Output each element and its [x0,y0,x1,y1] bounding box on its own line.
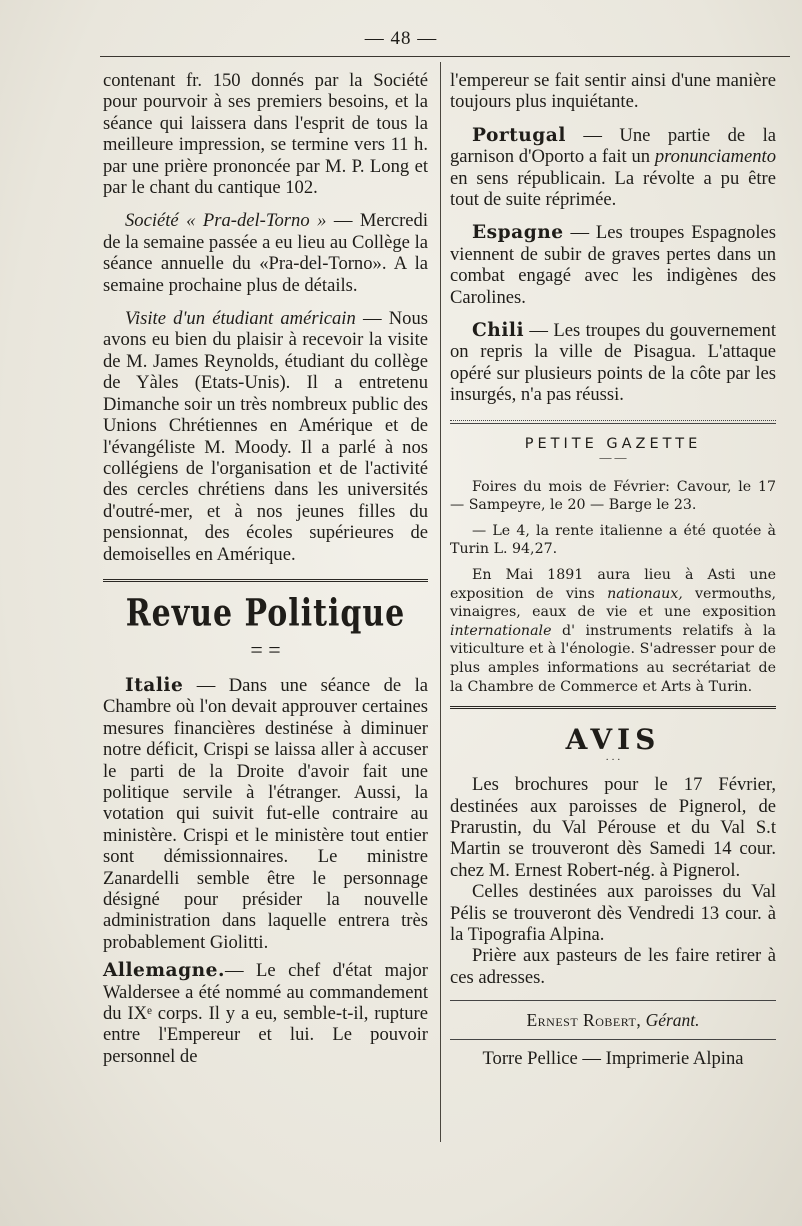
gazette-ornament: — — [599,449,627,464]
rente-paragraph: — Le 4, la rente italienne a été quotée à Turin L. 94,27. [450,522,776,558]
pra-del-torno-paragraph [103,210,428,296]
exposition-paragraph [450,566,776,696]
petite-gazette-title: PETITE GAZETTE [524,435,702,452]
title-ornament: = = [250,636,281,662]
exposition-italic-2: internationale [450,622,552,639]
avis-paragraph-2: Celles destinées aux paroisses du Val Pélis se trouveront dès Vendredi 13 cour. à la Tipografia Alpina. [450,881,776,946]
exposition-b: vermouths, vinaigres, eaux de vie et une exposition [450,585,776,621]
allemagne-paragraph [103,960,428,1067]
continuation-paragraph: l'empereur se fait sentir ainsi d'une manière toujours plus inquiétante. [450,70,776,113]
exposition-a: En Mai 1891 aura lieu à Asti une exposition de vins [450,567,776,602]
gazette-rule [450,420,776,424]
portugal-body-a: — Une partie de la garnison d'Oporto a fait un [450,124,776,168]
signature-rule [450,1000,776,1001]
exposition-c: d' instruments relatifs à la viticulture et à l'énologie. S'adresser pour de plus amples informations au secrétariat de la Chambre de Commerce et Arts à Turin. [450,622,776,695]
chili-body: — Les troupes du gouvernement on repris la ville de Pisagua. L'attaque opéré sur plusieurs points de la côte par les insurgés, n'a pas réussi. [450,320,776,406]
pra-del-torno-body: — Mercredi de la semaine passée a eu lieu au Collège la séance annuelle du «Pra-del-Torno». A la semaine prochaine plus de détails. [103,210,428,296]
espagne-heading: Espagne [472,222,564,244]
revue-politique-title: Revue Politique [125,591,406,636]
allemagne-heading: Allemagne. [103,960,225,982]
foires-paragraph: Foires du mois de Février: Cavour, le 17 — Sampeyre, le 20 — Barge le 23. [450,478,776,514]
visite-body: — Nous avons eu bien du plaisir à recevoir la visite de M. James Reynolds, étudiant du collège de Yàles (Etats-Unis). Il a entretenu Dimanche soir un très nombreux public des Unions Chrétiennes en Amérique et de l'évangéliste M. Moody. Il a parlé à nos collégiens de l'organisation et de l'activité des cercles chrétiens dans les universités d'outré-mer, et à nos jeunes filles du pensionnat, des écoles supérieures de demoiselles en Amérique. [103,308,428,565]
avis-paragraph-1: Les brochures pour le 17 Février, destinées aux paroisses de Pignerol, de Prarustin, du Val Pérouse et du Val S.t Martin se trouveront dès Samedi 14 cour. chez M. Ernest Robert-nég. à Pignerol. [450,774,776,881]
pra-del-torno-title: Société « Pra-del-Torno » [125,210,327,232]
italie-paragraph [103,675,428,953]
espagne-paragraph [450,222,776,308]
exposition-italic-1: nationaux, [607,585,683,602]
printer-line: Torre Pellice — Imprimerie Alpina [482,1048,744,1070]
italie-body: — Dans une séance de la Chambre où l'on devait approuver certaines mesures financières destinése à diminuer notre déficit, Crispi se laissa aller à accuser le parti de la Droite d'avoir fait une politique servile à l'étranger. Aussi, la votation qui suivit fut-elle contraire au ministère. Crispi et le ministère tout entier sont démissionnaires. Le ministre Zanardelli semble être le personnage désigné pour présider la nouvelle administration dans laquelle entrera très probablement Giolitti. [103,674,428,953]
espagne-body: — Les troupes Espagnoles viennent de subir de graves pertes dans un combat engagé avec les indigènes des Carolines. [450,222,776,308]
page-number: — 48 — [364,28,438,49]
allemagne-body: — Le chef d'état major Waldersee a été nommé au commandement du IXᵉ corps. Il y a eu, semble-t-il, rupture entre l'Empereur et lui. Le pouvoir personnel de [103,960,428,1067]
section-rule [103,579,428,582]
visite-paragraph [103,308,428,565]
avis-paragraph-3: Prière aux pasteurs de les faire retirer à ces adresses. [450,945,776,988]
portugal-heading: Portugal [472,124,566,146]
visite-title: Visite d'un étudiant américain [125,308,356,330]
portugal-body-b: en sens républicain. La révolte a pu être tout de suite réprimée. [450,167,776,211]
avis-ornament: · · · [605,755,621,767]
right-column [450,70,776,1070]
header-rule [100,56,790,57]
italie-heading: Italie [125,674,184,696]
signature [450,1009,776,1031]
intro-paragraph: contenant fr. 150 donnés par la Société pour pourvoir à ses premiers besoins, et la séance qui laissera dans l'esprit de tous la meilleure impression, se termine vers 11 h. par une prière prononcée par M. P. Long et par le chant du cantique 102. [103,70,428,199]
left-column [103,70,428,1067]
signature-role: Gérant. [645,1010,700,1031]
chili-paragraph [450,320,776,406]
portugal-paragraph [450,125,776,211]
portugal-italic: pronunciamento [654,146,776,168]
chili-heading: Chili [472,320,525,342]
avis-title: AVIS [565,723,661,757]
printer-rule [450,1039,776,1040]
column-divider [440,62,441,1142]
signature-name: Ernest Robert, [526,1010,642,1031]
avis-rule [450,706,776,709]
